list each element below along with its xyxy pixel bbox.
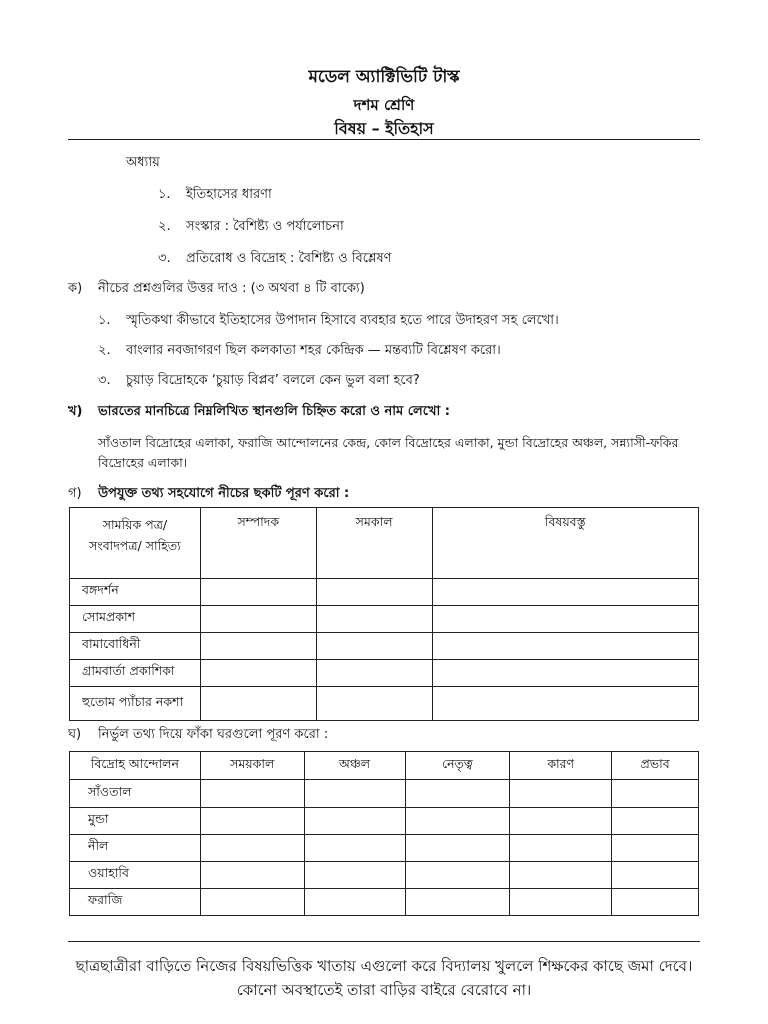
column-header: বিষয়বস্তু [432,508,698,579]
row-label: গ্রামবার্তা প্রকাশিকা [70,660,201,687]
blank-cell[interactable] [304,808,405,835]
row-label: ওয়াহাবি [70,862,201,889]
row-label: সাঁওতাল [70,780,201,808]
blank-cell[interactable] [432,633,698,660]
blank-cell[interactable] [432,606,698,633]
blank-cell[interactable] [200,606,316,633]
blank-cell[interactable] [200,579,316,606]
row-label: বামাবোধিনী [70,633,201,660]
table-row [70,808,699,835]
footer-divider [68,941,700,942]
chapter-num: ২. [158,219,171,234]
table-row [70,780,699,808]
chapter-item: ইতিহাসের ধারণা [186,187,272,202]
blank-cell[interactable] [200,633,316,660]
row-label: ফরাজি [70,889,201,916]
section-kha-heading: ভারতের মানচিত্রে নিম্নলিখিত স্থানগুলি চিহ্নিত করো ও নাম লেখো : [98,404,450,419]
question-num: ২. [98,343,111,358]
row-label: বঙ্গদর্শন [70,579,201,606]
section-gha-heading: নির্ভুল তথ্য দিয়ে ফাঁকা ঘরগুলো পূরণ করো : [98,727,329,742]
blank-cell[interactable] [510,889,612,916]
blank-cell[interactable] [316,606,432,633]
blank-cell[interactable] [432,687,698,721]
chapter-item: সংস্কার : বৈশিষ্ট্য ও পর্যালোচনা [186,219,344,234]
question-num: ১. [98,313,111,328]
column-header: সমকাল [316,508,432,579]
section-kha-body-line1: সাঁওতাল বিদ্রোহের এলাকা, ফরাজি আন্দোলনের কেন্দ্র, কোল বিদ্রোহের এলাকা, মুন্ডা বিদ্রোহের অঞ্চল, সন্ন্যাসী-ফকির [98,435,679,450]
blank-cell[interactable] [612,808,699,835]
movements-table [69,751,699,916]
blank-cell[interactable] [316,660,432,687]
section-kha-body-line2: বিদ্রোহের এলাকা। [98,455,188,470]
table-row [70,889,699,916]
column-header: নেতৃত্ব [405,752,510,780]
blank-cell[interactable] [304,862,405,889]
subject-label: বিষয় – ইতিহাস [334,119,434,138]
blank-cell[interactable] [200,808,304,835]
blank-cell[interactable] [316,687,432,721]
table-row [70,862,699,889]
table-row [70,606,699,633]
blank-cell[interactable] [200,835,304,862]
blank-cell[interactable] [405,889,510,916]
blank-cell[interactable] [304,889,405,916]
row-label: সোমপ্রকাশ [70,606,201,633]
blank-cell[interactable] [405,835,510,862]
periodicals-table [69,507,699,721]
section-kha-marker: খ) [68,404,83,419]
table-row [70,687,699,721]
blank-cell[interactable] [316,633,432,660]
column-header: কারণ [510,752,612,780]
question-text: বাংলার নবজাগরণ ছিল কলকাতা শহর কেন্দ্রিক — মন্তব্যটি বিশ্লেষণ করো। [126,343,501,358]
question-num: ৩. [98,373,111,388]
blank-cell[interactable] [200,862,304,889]
blank-cell[interactable] [612,835,699,862]
class-label: দশম শ্রেণি [353,96,415,114]
blank-cell[interactable] [510,862,612,889]
section-gha-marker: ঘ) [68,727,82,742]
chapters-label: অধ্যায় [126,155,160,170]
section-ka-heading: নীচের প্রশ্নগুলির উত্তর দাও : (৩ অথবা ৪ টি বাক্যে) [98,281,365,296]
row-label: হুতোম প্যাঁচার নকশা [70,687,201,721]
section-ka-marker: ক) [68,281,83,296]
blank-cell[interactable] [612,780,699,808]
table-header-row [70,752,699,780]
blank-cell[interactable] [405,808,510,835]
column-header: প্রভাব [612,752,699,780]
column-header: বিদ্রোহ আন্দোলন [70,752,201,780]
blank-cell[interactable] [200,780,304,808]
blank-cell[interactable] [432,579,698,606]
question-text: চুয়াড় বিদ্রোহকে ‘চুয়াড় বিপ্লব’ বললে কেন ভুল বলা হবে? [126,373,420,388]
blank-cell[interactable] [612,889,699,916]
blank-cell[interactable] [316,579,432,606]
column-header: অঞ্চল [304,752,405,780]
chapter-item: প্রতিরোধ ও বিদ্রোহ : বৈশিষ্ট্য ও বিশ্লেষণ [186,251,392,266]
column-header: সাময়িক পত্র/ সংবাদপত্র/ সাহিত্য [70,508,201,579]
blank-cell[interactable] [405,862,510,889]
worksheet-title: মডেল অ্যাক্টিভিটি টাস্ক [308,67,460,87]
table-row [70,633,699,660]
blank-cell[interactable] [510,808,612,835]
row-label: মুন্ডা [70,808,201,835]
blank-cell[interactable] [612,862,699,889]
chapter-num: ১. [158,187,171,202]
table-header-row [70,508,699,579]
blank-cell[interactable] [200,889,304,916]
blank-cell[interactable] [432,660,698,687]
blank-cell[interactable] [405,780,510,808]
column-header: সম্পাদক [200,508,316,579]
row-label: নীল [70,835,201,862]
section-ga-heading: উপযুক্ত তথ্য সহযোগে নীচের ছকটি পূরণ করো : [98,486,350,501]
table-row [70,660,699,687]
table-row [70,835,699,862]
question-text: স্মৃতিকথা কীভাবে ইতিহাসের উপাদান হিসাবে ব্যবহার হতে পারে উদাহরণ সহ লেখো। [126,313,559,328]
blank-cell[interactable] [200,660,316,687]
chapter-num: ৩. [158,251,171,266]
section-ga-marker: গ) [68,486,82,501]
blank-cell[interactable] [200,687,316,721]
blank-cell[interactable] [304,835,405,862]
blank-cell[interactable] [304,780,405,808]
footer-note-line2: কোনো অবস্থাতেই তারা বাড়ির বাইরে বেরোবে না। [236,981,532,999]
table-row [70,579,699,606]
blank-cell[interactable] [510,835,612,862]
blank-cell[interactable] [510,780,612,808]
footer-note-line1: ছাত্রছাত্রীরা বাড়িতে নিজের বিষয়ভিত্তিক খাতায় এগুলো করে বিদ্যালয় খুললে শিক্ষকের কাছে জমা দেবে। [75,957,693,975]
header-divider [68,139,700,140]
column-header: সময়কাল [200,752,304,780]
